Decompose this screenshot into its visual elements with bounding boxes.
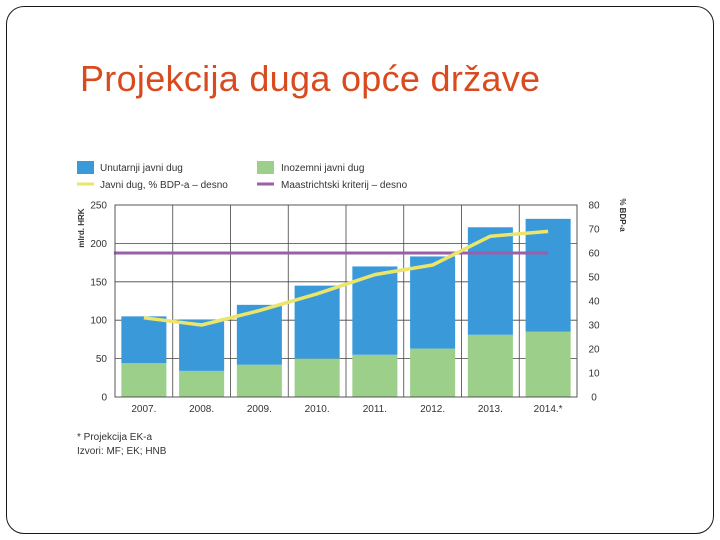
y-tick-right: 0 — [591, 392, 597, 404]
x-tick-label: 2009. — [246, 404, 272, 415]
bar-domestic-debt — [526, 219, 571, 332]
y-axis-right-ticks — [588, 201, 600, 404]
y-tick-left: 200 — [90, 238, 107, 250]
bar-foreign-debt — [352, 355, 397, 397]
bar-foreign-debt — [121, 363, 166, 397]
chart-legend — [77, 161, 408, 191]
y-tick-right: 60 — [588, 248, 600, 260]
x-axis-ticks — [131, 404, 562, 415]
x-tick-label: 2013. — [477, 404, 503, 415]
bar-domestic-debt — [179, 319, 224, 370]
x-tick-label: 2010. — [304, 404, 330, 415]
y-tick-left: 0 — [101, 392, 107, 404]
note-sources: Izvori: MF; EK; HNB — [77, 446, 167, 457]
legend-label-debt-gdp: Javni dug, % BDP-a – desno — [100, 180, 228, 191]
x-tick-label: 2007. — [131, 404, 157, 415]
y-tick-right: 20 — [588, 344, 600, 356]
bar-foreign-debt — [526, 332, 571, 397]
bar-domestic-debt — [410, 256, 455, 348]
y-tick-right: 40 — [588, 296, 600, 308]
y-tick-right: 50 — [588, 272, 600, 284]
y-tick-left: 50 — [95, 354, 107, 366]
y-tick-left: 150 — [90, 277, 107, 289]
x-tick-label: 2008. — [189, 404, 215, 415]
x-tick-label: 2014.* — [533, 404, 563, 415]
slide-title: Projekcija duga opće države — [80, 58, 541, 99]
y-tick-right: 10 — [588, 368, 600, 380]
y-tick-left: 100 — [90, 315, 107, 327]
bar-foreign-debt — [237, 365, 282, 397]
y-axis-right-label: % BDP-a — [618, 198, 627, 232]
note-projection: * Projekcija EK-a — [77, 432, 153, 443]
bar-foreign-debt — [468, 335, 513, 397]
y-tick-right: 70 — [588, 224, 600, 236]
bar-foreign-debt — [295, 359, 340, 397]
y-axis-left-label: mlrd. HRK — [77, 208, 86, 248]
legend-swatch-domestic-debt — [77, 161, 94, 174]
bar-domestic-debt — [121, 316, 166, 363]
y-axis-left-ticks — [90, 201, 107, 404]
x-tick-label: 2011. — [362, 404, 388, 415]
bar-foreign-debt — [410, 349, 455, 397]
legend-label-foreign-debt: Inozemni javni dug — [281, 163, 365, 174]
legend-label-domestic-debt: Unutarnji javni dug — [100, 163, 183, 174]
bar-foreign-debt — [179, 371, 224, 397]
y-tick-right: 80 — [588, 200, 600, 212]
y-tick-right: 30 — [588, 320, 600, 332]
legend-swatch-foreign-debt — [257, 161, 274, 174]
y-tick-left: 250 — [90, 200, 107, 212]
x-tick-label: 2012. — [420, 404, 446, 415]
legend-label-maastricht: Maastrichtski kriterij – desno — [281, 180, 408, 191]
